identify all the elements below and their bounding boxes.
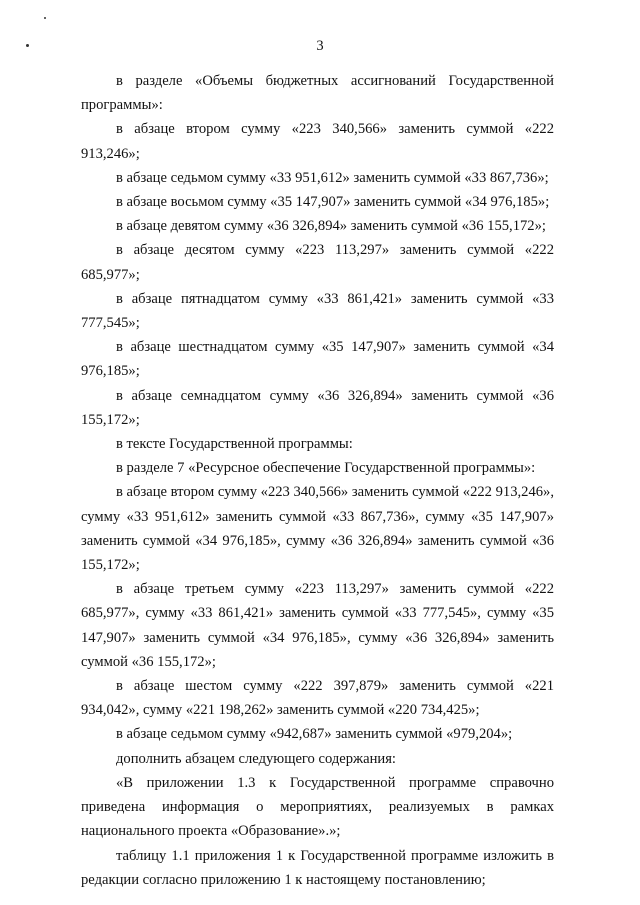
paragraph-item: в абзаце пятнадцатом сумму «33 861,421» заменить суммой «33 777,545»; [81,290,554,332]
paragraph-item: в абзаце третьем сумму «223 113,297» заменить суммой «222 685,977», сумму «33 861,421» заменить суммой «33 777,545», сумму «35 147,907» заменить суммой «34 976,185», сумму «36 326,894» заменить суммой «36 155,172»; [81,581,554,670]
paragraph-item: в абзаце семнадцатом сумму «36 326,894» заменить суммой «36 155,172»; [81,387,554,428]
paragraph-section-budget: в разделе «Объемы бюджетных ассигнований Государственной программы»: [81,73,554,114]
paragraph-item: таблицу 1.1 приложения 1 к Государственной программе изложить в редакции согласно приложению 1 к настоящему постановлению; [81,847,554,888]
paragraph-item: в абзаце девятом сумму «36 326,894» заменить суммой «36 155,172»; [116,218,546,235]
document-body [81,69,554,892]
paragraph-program-text: в тексте Государственной программы: [116,436,353,453]
paragraph-section-7: в разделе 7 «Ресурсное обеспечение Государственной программы»: [116,460,536,477]
paragraph-item: в абзаце шестнадцатом сумму «35 147,907» заменить суммой «34 976,185»; [81,339,554,380]
paragraph-item: дополнить абзацем следующего содержания: [116,750,396,767]
paragraph-item: в абзаце седьмом сумму «942,687» заменить суммой «979,204»; [116,726,513,743]
page-number: 3 [316,38,324,54]
paragraph-item: в абзаце шестом сумму «222 397,879» заменить суммой «221 934,042», сумму «221 198,262» заменить суммой «220 734,425»; [81,678,554,719]
paragraph-item: в абзаце седьмом сумму «33 951,612» заменить суммой «33 867,736»; [116,169,549,186]
paragraph-item: в абзаце втором сумму «223 340,566» заменить суммой «222 913,246»; [81,121,554,162]
paragraph-item: в абзаце десятом сумму «223 113,297» заменить суммой «222 685,977»; [81,242,554,283]
paragraph-item: в абзаце втором сумму «223 340,566» заменить суммой «222 913,246», сумму «33 951,612» заменить суммой «33 867,736», сумму «35 147,907» заменить суммой «34 976,185», сумму «36 326,894» заменить суммой «36 155,172»; [81,484,554,574]
paragraph-item: в абзаце восьмом сумму «35 147,907» заменить суммой «34 976,185»; [116,194,550,211]
paragraph-quote: «В приложении 1.3 к Государственной программе справочно приведена информация о мероприятиях, реализуемых в рамках национального проекта «Образование».»; [81,774,554,840]
scan-speck [44,17,46,19]
